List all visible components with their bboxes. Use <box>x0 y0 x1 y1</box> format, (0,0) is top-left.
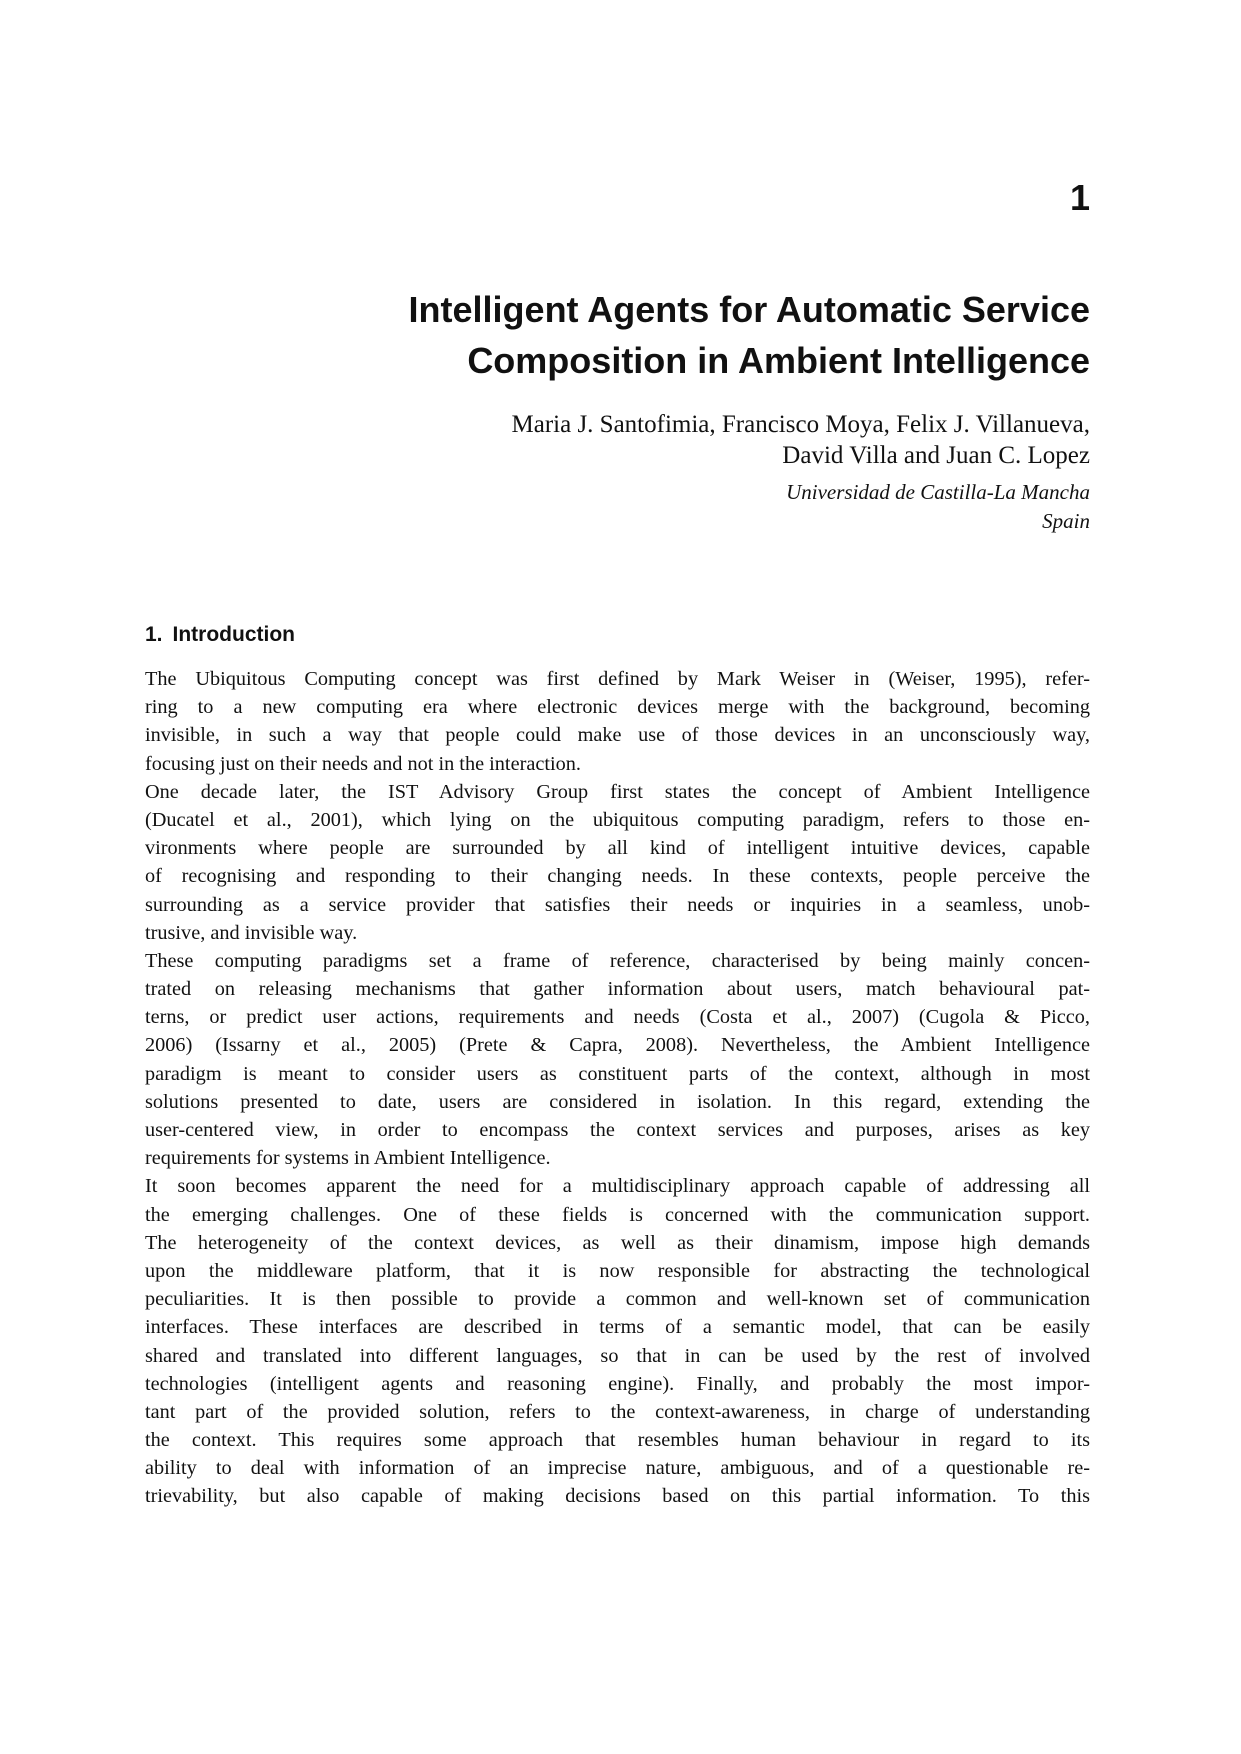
section-title: Introduction <box>172 623 295 646</box>
text-line: the context. This requires some approach that resembles human behaviour in regard to its <box>145 1429 1090 1452</box>
text-line: One decade later, the IST Advisory Group first states the concept of Ambient Intelligence <box>145 780 1090 803</box>
chapter-number: 1 <box>1069 177 1090 218</box>
paragraph <box>145 1172 1090 1510</box>
text-line: vironments where people are surrounded by all kind of intelligent intuitive devices, capable <box>145 837 1090 860</box>
text-line: the emerging challenges. One of these fields is concerned with the communication support. <box>145 1203 1090 1226</box>
affiliation <box>270 478 1090 536</box>
section-heading <box>145 621 295 649</box>
text-line: ring to a new computing era where electronic devices merge with the background, becoming <box>145 696 1090 719</box>
text-line: trievability, but also capable of making decisions based on this partial information. To this <box>145 1485 1090 1508</box>
text-line: trated on releasing mechanisms that gather information about users, match behavioural pat- <box>145 978 1090 1001</box>
text-line: invisible, in such a way that people could make use of those devices in an unconsciously way, <box>145 724 1090 747</box>
author-line: Maria J. Santofimia, Francisco Moya, Felix J. Villanueva, <box>511 411 1090 438</box>
text-line: trusive, and invisible way. <box>145 921 358 944</box>
author-line: David Villa and Juan C. Lopez <box>782 442 1090 469</box>
section-number: 1. <box>145 623 163 646</box>
paragraph <box>145 665 1090 778</box>
text-line: interfaces. These interfaces are described in terms of a semantic model, that can be easily <box>145 1316 1090 1339</box>
text-line: tant part of the provided solution, refers to the context-awareness, in charge of understanding <box>145 1400 1090 1423</box>
chapter-title-line: Intelligent Agents for Automatic Service <box>408 289 1090 330</box>
affiliation-line: Universidad de Castilla-La Mancha <box>786 480 1090 504</box>
text-line: terns, or predict user actions, requirements and needs (Costa et al., 2007) (Cugola & Picco, <box>145 1006 1090 1029</box>
text-line: (Ducatel et al., 2001), which lying on the ubiquitous computing paradigm, refers to those en- <box>145 808 1090 831</box>
paragraph <box>145 947 1090 1173</box>
chapter-title-line: Composition in Ambient Intelligence <box>467 340 1090 381</box>
text-line: focusing just on their needs and not in the interaction. <box>145 752 581 775</box>
paragraph <box>145 778 1090 947</box>
text-line: The heterogeneity of the context devices, as well as their dinamism, impose high demands <box>145 1231 1090 1254</box>
text-line: 2006) (Issarny et al., 2005) (Prete & Capra, 2008). Nevertheless, the Ambient Intelligence <box>145 1034 1090 1057</box>
text-line: It soon becomes apparent the need for a multidisciplinary approach capable of addressing all <box>145 1175 1090 1198</box>
text-line: These computing paradigms set a frame of reference, characterised by being mainly concen- <box>145 949 1090 972</box>
text-line: peculiarities. It is then possible to provide a common and well-known set of communication <box>145 1288 1090 1311</box>
chapter-title <box>270 284 1090 386</box>
affiliation-line: Spain <box>1042 509 1090 533</box>
body-text <box>145 665 1090 1511</box>
text-line: paradigm is meant to consider users as constituent parts of the context, although in most <box>145 1062 1090 1085</box>
text-line: The Ubiquitous Computing concept was first defined by Mark Weiser in (Weiser, 1995), refer- <box>145 668 1090 690</box>
text-line: shared and translated into different languages, so that in can be used by the rest of involved <box>145 1344 1090 1367</box>
text-line: user-centered view, in order to encompass the context services and purposes, arises as key <box>145 1119 1090 1141</box>
text-line: requirements for systems in Ambient Intelligence. <box>145 1147 551 1170</box>
text-line: upon the middleware platform, that it is now responsible for abstracting the technological <box>145 1259 1090 1282</box>
text-line: surrounding as a service provider that satisfies their needs or inquiries in a seamless, unob- <box>145 893 1090 916</box>
text-line: ability to deal with information of an imprecise nature, ambiguous, and of a questionable re- <box>145 1457 1090 1480</box>
text-line: of recognising and responding to their changing needs. In these contexts, people perceive the <box>145 865 1090 888</box>
author-list <box>270 409 1090 471</box>
text-line: technologies (intelligent agents and reasoning engine). Finally, and probably the most impor- <box>145 1372 1090 1395</box>
text-line: solutions presented to date, users are considered in isolation. In this regard, extending the <box>145 1090 1090 1113</box>
